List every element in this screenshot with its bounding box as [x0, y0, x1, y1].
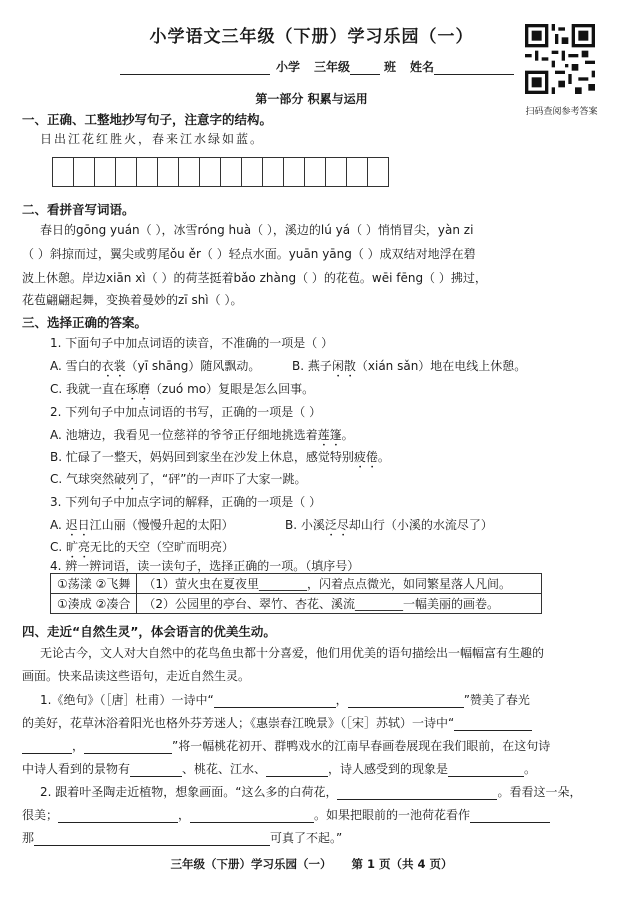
option-1c[interactable] [50, 381, 314, 403]
option-1b[interactable] [292, 358, 526, 380]
pinyin-line: 波上休憩。岸边xiān xì（ ）的荷茎挺着bǎo zhàng（ ）的花苞。wēi fēng（ ）拂过， [22, 271, 487, 285]
table-cell-words: ①荡漾 ②飞舞 [51, 574, 137, 594]
section-3-heading: 三、选择正确的答案。 [22, 315, 148, 330]
answer-blank[interactable] [34, 832, 270, 846]
copy-grid-cell[interactable] [304, 157, 326, 187]
table-row [51, 574, 542, 594]
table-cell-sentence[interactable]: （1）萤火虫在夏夜里________，闪着点点微光，如同繁星落人凡间。 [137, 574, 542, 594]
poem-question-line [22, 715, 532, 731]
question-text: 。如果把眼前的一池荷花看作 [314, 808, 471, 822]
copy-grid-cell[interactable] [73, 157, 95, 187]
dotted-word: 泛尽 [324, 518, 349, 532]
option-text: 无比的天空（空旷而明亮） [90, 540, 235, 554]
question-text: 。看看这一朵， [497, 785, 582, 799]
question-text: 。 [524, 762, 537, 776]
pinyin-line: 花苞翩翩起舞，变换着曼妙的zī shì（ ）。 [22, 293, 243, 307]
copy-grid-cell[interactable] [262, 157, 284, 187]
question-text: 1.《绝句》（［唐］杜甫）一诗中“ [40, 693, 214, 707]
option-text: （yī shāng）随风飘动。 [125, 359, 261, 373]
table-row [51, 594, 542, 614]
question-4: 4. 辨一辨词语，读一读句子，选择正确的一项。（填序号） [50, 559, 360, 573]
option-text: A. 雪白的 [50, 359, 102, 373]
school-name-field[interactable] [120, 60, 270, 75]
copy-grid[interactable] [52, 157, 388, 187]
copy-grid-cell[interactable] [199, 157, 221, 187]
copy-grid-cell[interactable] [220, 157, 242, 187]
page-title: 小学语文三年级（下册）学习乐园（一） [149, 27, 474, 47]
dotted-word: 琢磨 [126, 382, 151, 396]
option-text: B. 燕子 [292, 359, 332, 373]
copy-grid-cell[interactable] [367, 157, 389, 187]
question-text: ， [335, 693, 348, 707]
intro-line: 画面。快来品读这些语句，走近自然生灵。 [22, 669, 251, 683]
copy-grid-cell[interactable] [52, 157, 74, 187]
plant-question-line [40, 784, 582, 800]
option-2b[interactable] [50, 449, 390, 471]
copy-grid-cell[interactable] [115, 157, 137, 187]
dotted-word: 衣裳 [101, 359, 126, 373]
copy-grid-cell[interactable] [346, 157, 368, 187]
grade-label: 三年级 [314, 60, 351, 74]
section-2-heading: 二、看拼音写词语。 [22, 202, 135, 217]
option-text: 。 [341, 428, 354, 442]
class-field[interactable] [350, 60, 380, 75]
question-1: 1. 下面句子中加点词语的读音，不准确的一项是（ ） [50, 336, 334, 350]
page-footer: 三年级（下册）学习乐园（一） 第 1 页（共 4 页） [170, 857, 453, 871]
dotted-word: 疲倦 [353, 450, 378, 464]
pinyin-line: 春日的gōng yuán（ ），冰雪róng huà（ ），溪边的lú yá（ ）悄悄冒尖，yàn zi [40, 223, 474, 237]
answer-blank[interactable] [190, 809, 314, 823]
option-text: C. 气球突然 [50, 472, 115, 486]
question-text: ， [72, 739, 85, 753]
question-text: 可真了不起。” [270, 831, 343, 845]
copy-grid-cell[interactable] [325, 157, 347, 187]
word-choice-table [50, 573, 542, 614]
option-text: 。 [377, 450, 390, 464]
dotted-word: 破列 [114, 472, 139, 486]
question-3: 3. 下列句子中加点字词的解释，正确的一项是（ ） [50, 495, 322, 509]
option-2a[interactable] [50, 427, 354, 449]
name-field[interactable] [434, 60, 514, 75]
option-text: 了，“砰”的一声吓了大家一跳。 [138, 472, 307, 486]
dotted-word: 迟日 [65, 518, 90, 532]
copy-grid-cell[interactable] [178, 157, 200, 187]
question-text: ，诗人感受到的现象是 [328, 762, 449, 776]
poem-question-line [40, 692, 530, 708]
option-text: B. 小溪 [285, 518, 325, 532]
name-label: 姓名 [410, 60, 435, 74]
student-info-row [120, 58, 514, 75]
option-text: B. 忙碌了一整天，妈妈回到家坐在沙发上休息，感觉特别 [50, 450, 354, 464]
question-text: 的美好，花草沐浴着阳光也格外芬芳迷人；《惠崇春江晚景》（［宋］苏轼）一诗中“ [22, 716, 455, 730]
answer-blank[interactable] [266, 763, 328, 777]
table-cell-sentence[interactable]: （2）公园里的亭台、翠竹、杏花、溪流________一幅美丽的画卷。 [137, 594, 542, 614]
question-text: ”将一幅桃花初开、群鸭戏水的江南早春画卷展现在我们眼前，在这句诗 [172, 739, 551, 753]
option-text: （zuó mo）复眼是怎么回事。 [150, 382, 315, 396]
qr-code-icon[interactable] [525, 24, 595, 94]
copy-grid-cell[interactable] [94, 157, 116, 187]
option-text: C. 我就一直在 [50, 382, 127, 396]
question-text: ”赞美了春光 [463, 693, 530, 707]
question-2: 2. 下列句子中加点词语的书写，正确的一项是（ ） [50, 405, 322, 419]
option-3a[interactable] [50, 517, 234, 539]
qr-caption: 扫码查阅参考答案 [525, 107, 598, 117]
poem-question-line [22, 738, 550, 754]
copy-sentence: 日出江花红胜火，春来江水绿如蓝。 [40, 132, 265, 146]
table-cell-words: ①湊成 ②凑合 [51, 594, 137, 614]
answer-blank[interactable] [470, 809, 550, 823]
poem-question-line [22, 761, 536, 777]
dotted-word: 莲篷 [317, 428, 342, 442]
answer-blank[interactable] [58, 809, 178, 823]
option-text: 却山行（小溪的水流尽了） [348, 518, 493, 532]
plant-question-line [22, 807, 550, 823]
copy-grid-cell[interactable] [241, 157, 263, 187]
option-text: （xián sǎn）地在电线上休憩。 [355, 359, 527, 373]
option-text: A. [50, 518, 66, 532]
section-4-heading: 四、走近“自然生灵”，体会语言的优美生动。 [22, 624, 276, 639]
answer-blank[interactable] [130, 763, 182, 777]
copy-grid-cell[interactable] [157, 157, 179, 187]
question-text: 、桃花、江水、 [182, 762, 267, 776]
answer-blank[interactable] [348, 694, 464, 708]
option-3b[interactable] [285, 517, 493, 539]
section-1-heading: 一、正确、工整地抄写句子，注意字的结构。 [22, 112, 273, 127]
option-text: 江山丽（慢慢升起的太阳） [89, 518, 234, 532]
intro-line: 无论古今，文人对大自然中的花鸟鱼虫都十分喜爱，他们用优美的语句描绘出一幅幅富有生趣的 [40, 646, 545, 660]
question-text: 那 [22, 831, 35, 845]
option-text: C. [50, 540, 67, 554]
question-text: 2. 跟着叶圣陶走近植物，想象画面。“这么多的白荷花， [40, 785, 338, 799]
class-label: 班 [384, 60, 397, 74]
answer-blank[interactable] [22, 740, 72, 754]
pinyin-line: （ ）斜掠而过，翼尖或剪尾ǒu ěr（ ）轻点水面。yuān yāng（ ）成双结对地浮在碧 [22, 247, 476, 261]
answer-blank[interactable] [84, 740, 172, 754]
option-1a[interactable] [50, 358, 260, 380]
answer-blank[interactable] [214, 694, 336, 708]
part-title: 第一部分 积累与运用 [255, 92, 368, 106]
answer-blank[interactable] [337, 786, 497, 800]
school-label: 小学 [276, 60, 301, 74]
question-text: ， [178, 808, 191, 822]
option-2c[interactable] [50, 471, 306, 493]
plant-question-line [22, 830, 342, 846]
dotted-word: 闲散 [331, 359, 356, 373]
question-text: 很美； [22, 808, 59, 822]
answer-blank[interactable] [448, 763, 524, 777]
option-text: A. 池塘边，我看见一位慈祥的爷爷正仔细地挑选着 [50, 428, 318, 442]
answer-blank[interactable] [454, 717, 532, 731]
dotted-word: 旷亮 [66, 540, 91, 554]
copy-grid-cell[interactable] [283, 157, 305, 187]
question-text: 中诗人看到的景物有 [22, 762, 131, 776]
copy-grid-cell[interactable] [136, 157, 158, 187]
